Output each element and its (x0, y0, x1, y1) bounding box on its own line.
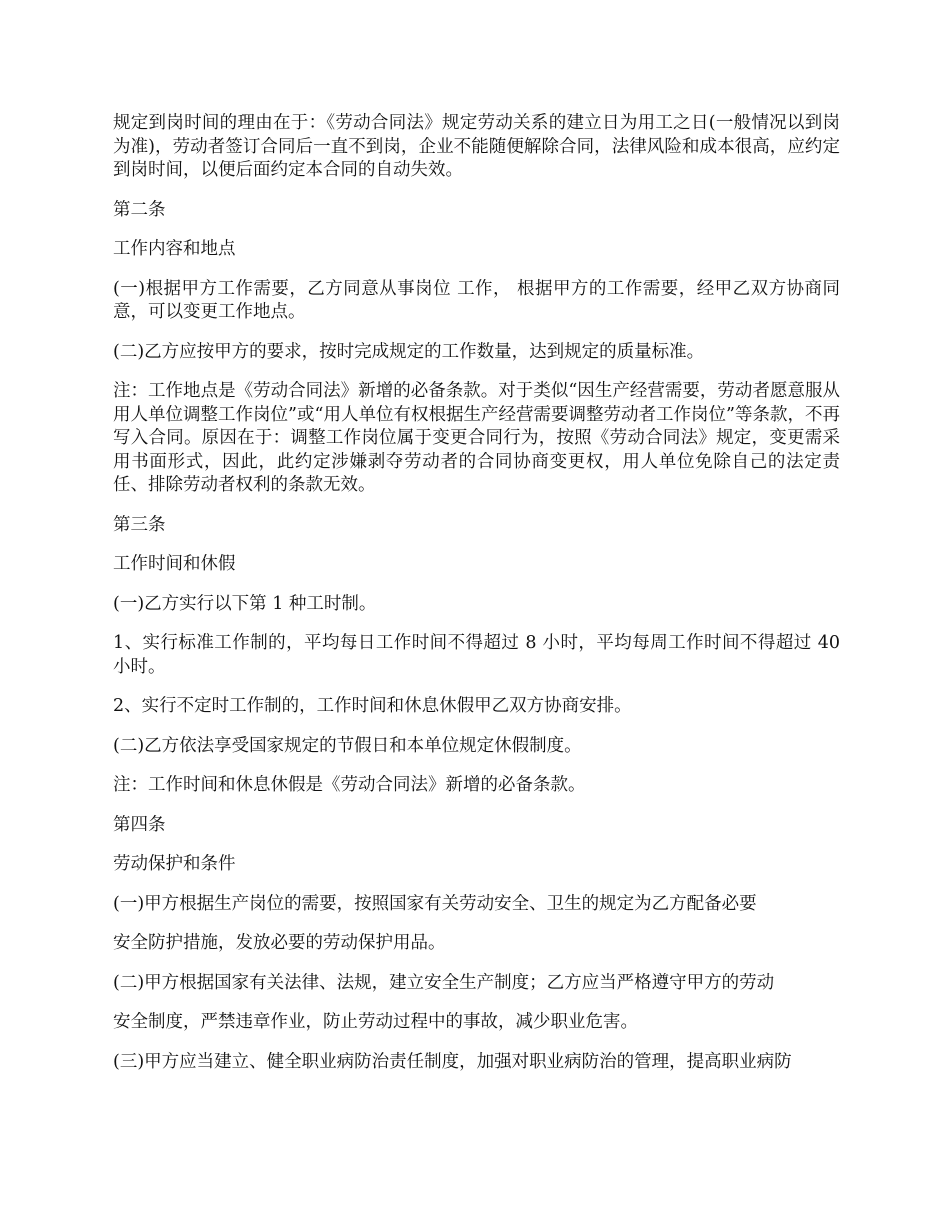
note-work-hours: 注：工作时间和休息休假是《劳动合同法》新增的必备条款。 (113, 775, 586, 795)
paragraph-protection-2a: (二)甲方根据国家有关法律、法规，建立安全生产制度；乙方应当严格遵守甲方的劳动 (113, 972, 775, 993)
article-2-title: 工作内容和地点 (113, 239, 236, 259)
document-page (113, 112, 840, 1090)
article-2-heading: 第二条 (113, 199, 166, 220)
paragraph-holidays: (二)乙方依法享受国家规定的节假日和本单位规定休假制度。 (113, 735, 582, 756)
paragraph-protection-1b: 安全防护措施，发放必要的劳动保护用品。 (113, 933, 446, 953)
paragraph-work-content-1: (一)根据甲方工作需要，乙方同意从事岗位 工作， 根据甲方的工作需要，经甲乙双方协商同意，可以变更工作地点。 (113, 278, 840, 322)
note-work-location: 注：工作地点是《劳动合同法》新增的必备条款。对于类似“因生产经营需要，劳动者愿意服从用人单位调整工作岗位”或“用人单位有权根据生产经营需要调整劳动者工作岗位”等条款，不再写入合同。原因在于：调整工作岗位属于变更合同行为，按照《劳动合同法》规定，变更需采用书面形式，因此，此约定涉嫌剥夺劳动者的合同协商变更权，用人单位免除自己的法定责任、排除劳动者权利的条款无效。 (113, 381, 840, 495)
paragraph-flexible-hours: 2、实行不定时工作制的，工作时间和休息休假甲乙双方协商安排。 (113, 696, 632, 716)
paragraph-protection-3a: (三)甲方应当建立、健全职业病防治责任制度，加强对职业病防治的管理，提高职业病防 (113, 1051, 792, 1072)
paragraph-protection-2b: 安全制度，严禁违章作业，防止劳动过程中的事故，减少职业危害。 (113, 1012, 638, 1032)
article-3-heading: 第三条 (113, 514, 166, 535)
paragraph-arrival-time-reason: 规定到岗时间的理由在于：《劳动合同法》规定劳动关系的建立日为用工之日(一般情况以到岗为准)，劳动者签订合同后一直不到岗，企业不能随便解除合同，法律风险和成本很高，应约定到岗时间，以便后面约定本合同的自动失效。 (113, 113, 840, 180)
article-4-heading: 第四条 (113, 814, 166, 835)
paragraph-work-content-2: (二)乙方应按甲方的要求，按时完成规定的工作数量，达到规定的质量标准。 (113, 341, 705, 362)
article-4-title: 劳动保护和条件 (113, 854, 236, 874)
paragraph-protection-1a: (一)甲方根据生产岗位的需要，按照国家有关劳动安全、卫生的规定为乙方配备必要 (113, 893, 757, 914)
paragraph-work-hours-1: (一)乙方实行以下第 1 种工时制。 (113, 593, 377, 614)
article-3-title: 工作时间和休假 (113, 554, 236, 574)
paragraph-standard-hours: 1、实行标准工作制的，平均每日工作时间不得超过 8 小时，平均每周工作时间不得超过 40 小时。 (113, 633, 840, 677)
